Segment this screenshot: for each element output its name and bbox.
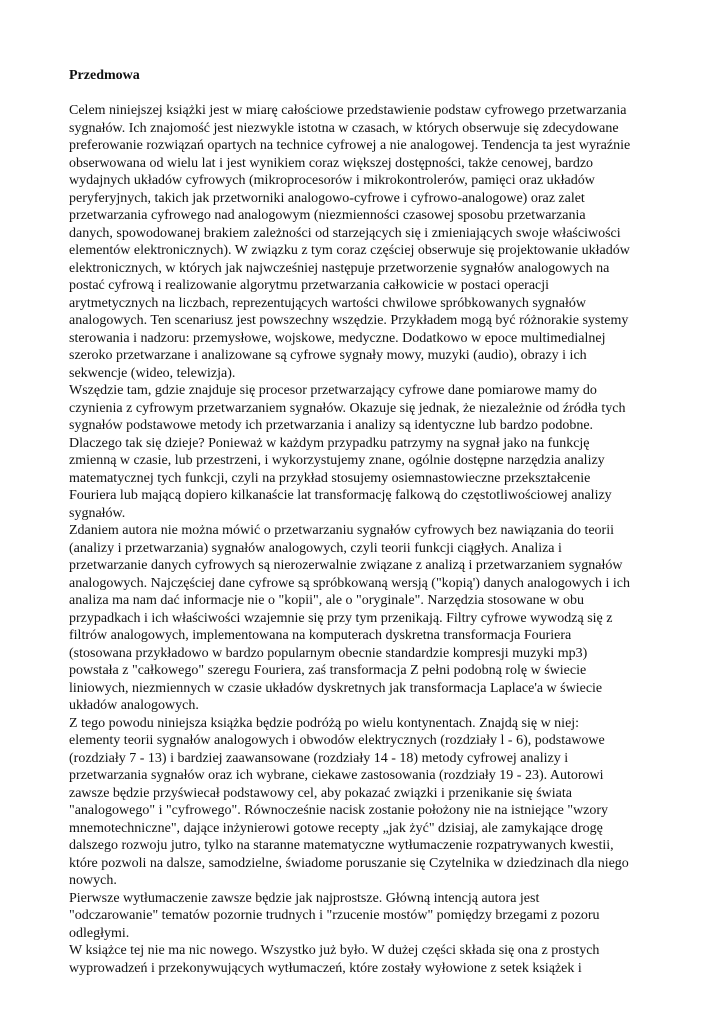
text-line: układów analogowych. xyxy=(69,698,199,713)
text-line: dalszego rozwoju jutro, tylko na staranne matematyczne wytłumaczenie rozpatrywanych kwestii, xyxy=(69,838,614,853)
text-line: Fouriera lub mającą dopiero kilkanaście lat transformację falkową do częstotliwościowej analizy xyxy=(69,488,612,503)
text-line: które pozwoli na dalsze, samodzielne, świadome poruszanie się Czytelnika w dziedzinach dla niego xyxy=(69,855,629,871)
text-line: postać cyfrową i realizowanie algorytmu przetwarzania całkowicie w postaci operacji xyxy=(69,278,550,293)
paragraph xyxy=(69,522,659,715)
text-line: zawsze będzie przyświecał podstawowy cel, aby pokazać związki i przenikanie się świata xyxy=(69,785,572,801)
document-page xyxy=(69,67,659,977)
text-line: danych, spowodowanej brakiem zależności od starzejących się i zmieniających swoje właściwości xyxy=(69,225,621,241)
text-line: obserwowana od wielu lat i jest wynikiem coraz większej dostępności, także cenowej, bardzo xyxy=(69,155,594,171)
text-line: "odczarowanie" tematów pozornie trudnych i "rzucenie mostów" pomiędzy brzegami z pozoru xyxy=(69,908,600,923)
paragraph xyxy=(69,890,659,943)
text-line: elektronicznych, w których jak najwcześniej następuje przetworzenie sygnałów analogowych na xyxy=(69,260,610,276)
text-line: "analogowego" i "cyfrowego". Równocześnie nacisk zostanie położony nie na istniejące "wzory xyxy=(69,803,609,818)
text-line: peryferyjnych, takich jak przetworniki analogowo-cyfrowe i cyfrowo-analogowe) oraz zalet xyxy=(69,190,585,206)
text-line: Wszędzie tam, gdzie znajduje się procesor przetwarzający cyfrowe dane pomiarowe mamy do xyxy=(69,383,597,398)
text-line: sterowania i nadzoru: przemysłowe, wojskowe, medyczne. Dodatkowo w epoce multimedialnej xyxy=(69,330,606,346)
text-line: (rozdziały 7 - 13) i bardziej zaawansowane (rozdziały 14 - 18) metody cyfrowej analizy i xyxy=(69,750,569,766)
text-line: Pierwsze wytłumaczenie zawsze będzie jak najprostsze. Główną intencją autora jest xyxy=(69,890,540,906)
text-line: Z tego powodu niniejsza książka będzie podróżą po wielu kontynentach. Znajdą się w niej: xyxy=(69,715,580,731)
text-line: powstała z "całkowego" szeregu Fouriera, zaś transformacja Z pełni podobną rolę w świecie xyxy=(69,663,587,678)
text-line: filtrów analogowych, implementowana na komputerach dyskretna transformacja Fouriera xyxy=(69,628,572,643)
text-line: analogowych. Najczęściej dane cyfrowe są spróbkowaną wersją ("kopią') danych analogowych i ich xyxy=(69,575,631,591)
document-body xyxy=(69,102,659,977)
paragraph xyxy=(69,102,659,382)
text-line: arytmetycznych na liczbach, reprezentujących wartości chwilowe spróbkowanych sygnałów xyxy=(69,295,587,311)
text-line: przetwarzania cyfrowego nad analogowym (niezmienności czasowej sposobu przetwarzania xyxy=(69,208,586,223)
text-line: zmienną w czasie, lub przestrzeni, i wykorzystujemy znane, ogólnie dostępne narzędzia analizy xyxy=(69,453,605,468)
text-line: Zdaniem autora nie można mówić o przetwarzaniu sygnałów cyfrowych bez nawiązania do teorii xyxy=(69,523,615,538)
text-line: sekwencje (wideo, telewizja). xyxy=(69,365,236,381)
paragraph xyxy=(69,942,659,977)
text-line: przetwarzania sygnałów oraz ich wybrane, ciekawe zastosowania (rozdziały 19 - 23). Autorowi xyxy=(69,768,604,783)
text-line: wyprowadzeń i przekonywujących wytłumaczeń, które zostały wyłowione z setek książek i xyxy=(69,960,582,976)
text-line: odległymi. xyxy=(69,925,130,941)
text-line: liniowych, niezmiennych w czasie układów dyskretnych jak transformacja Laplace'a w świecie xyxy=(69,680,603,696)
text-line: preferowanie rozwiązań opartych na technice cyfrowej a nie analogowej. Tendencja ta jest wyraźnie xyxy=(69,138,631,153)
text-line: Celem niniejszej książki jest w miarę całościowe przedstawienie podstaw cyfrowego przetwarzania xyxy=(69,103,627,118)
text-line: przetwarzanie danych cyfrowych są nierozerwalnie związane z analizą i przetwarzaniem sygnałów xyxy=(69,558,623,573)
paragraph xyxy=(69,715,659,890)
text-line: mnemotechniczne", dające inżynierowi gotowe recepty „jak żyć" dzisiaj, ale zamykające drogę xyxy=(69,820,603,836)
text-line: analogowych. Ten scenariusz jest powszechny wszędzie. Przykładem mogą być różnorakie systemy xyxy=(69,313,629,328)
text-line: elementów elektronicznych). W związku z tym coraz częściej obserwuje się projektowanie układów xyxy=(69,243,630,258)
text-line: matematycznej tych funkcji, czyli na przykład stosujemy osiemnastowieczne przekształcenie xyxy=(69,470,591,486)
text-line: czynienia z cyfrowym przetwarzaniem sygnałów. Okazuje się jednak, że niezależnie od źródła tych xyxy=(69,400,626,416)
text-line: przypadkach i ich właściwości wzajemnie się przy tym przenikają. Filtry cyfrowe wywodzą się z xyxy=(69,610,613,626)
text-line: analiza ma nam dać informacje nie o "kopii", ale o "oryginale". Narzędzia stosowane w obu xyxy=(69,593,584,608)
text-line: W książce tej nie ma nic nowego. Wszystko już było. W dużej części składa się ona z prostych xyxy=(69,943,600,958)
text-line: szeroko przetwarzane i analizowane są cyfrowe sygnały mowy, muzyki (audio), obrazy i ich xyxy=(69,348,587,363)
text-line: nowych. xyxy=(69,873,117,888)
paragraph xyxy=(69,382,659,522)
text-line: elementy teorii sygnałów analogowych i obwodów elektrycznych (rozdziały l - 6), podstawowe xyxy=(69,733,605,748)
text-line: sygnałów. Ich znajomość jest niezwykle istotna w czasach, w których obserwuje się zdecydowane xyxy=(69,120,619,136)
text-line: wydajnych układów cyfrowych (mikroprocesorów i mikrokontrolerów, pamięci oraz układów xyxy=(69,173,595,188)
text-line: Dlaczego tak się dzieje? Ponieważ w każdym przypadku patrzymy na sygnał jako na funkcję xyxy=(69,435,590,451)
text-line: sygnałów podstawowe metody ich przetwarzania i analizy są identyczne lub bardzo podobne. xyxy=(69,418,594,433)
text-line: (stosowana przykładowo w bardzo popularnym obecnie standardzie kompresji muzyki mp3) xyxy=(69,645,588,661)
page-title: Przedmowa xyxy=(69,68,140,83)
text-line: sygnałów. xyxy=(69,505,126,521)
text-line: (analizy i przetwarzania) sygnałów analogowych, czyli teorii funkcji ciągłych. Analiza i xyxy=(69,540,562,556)
